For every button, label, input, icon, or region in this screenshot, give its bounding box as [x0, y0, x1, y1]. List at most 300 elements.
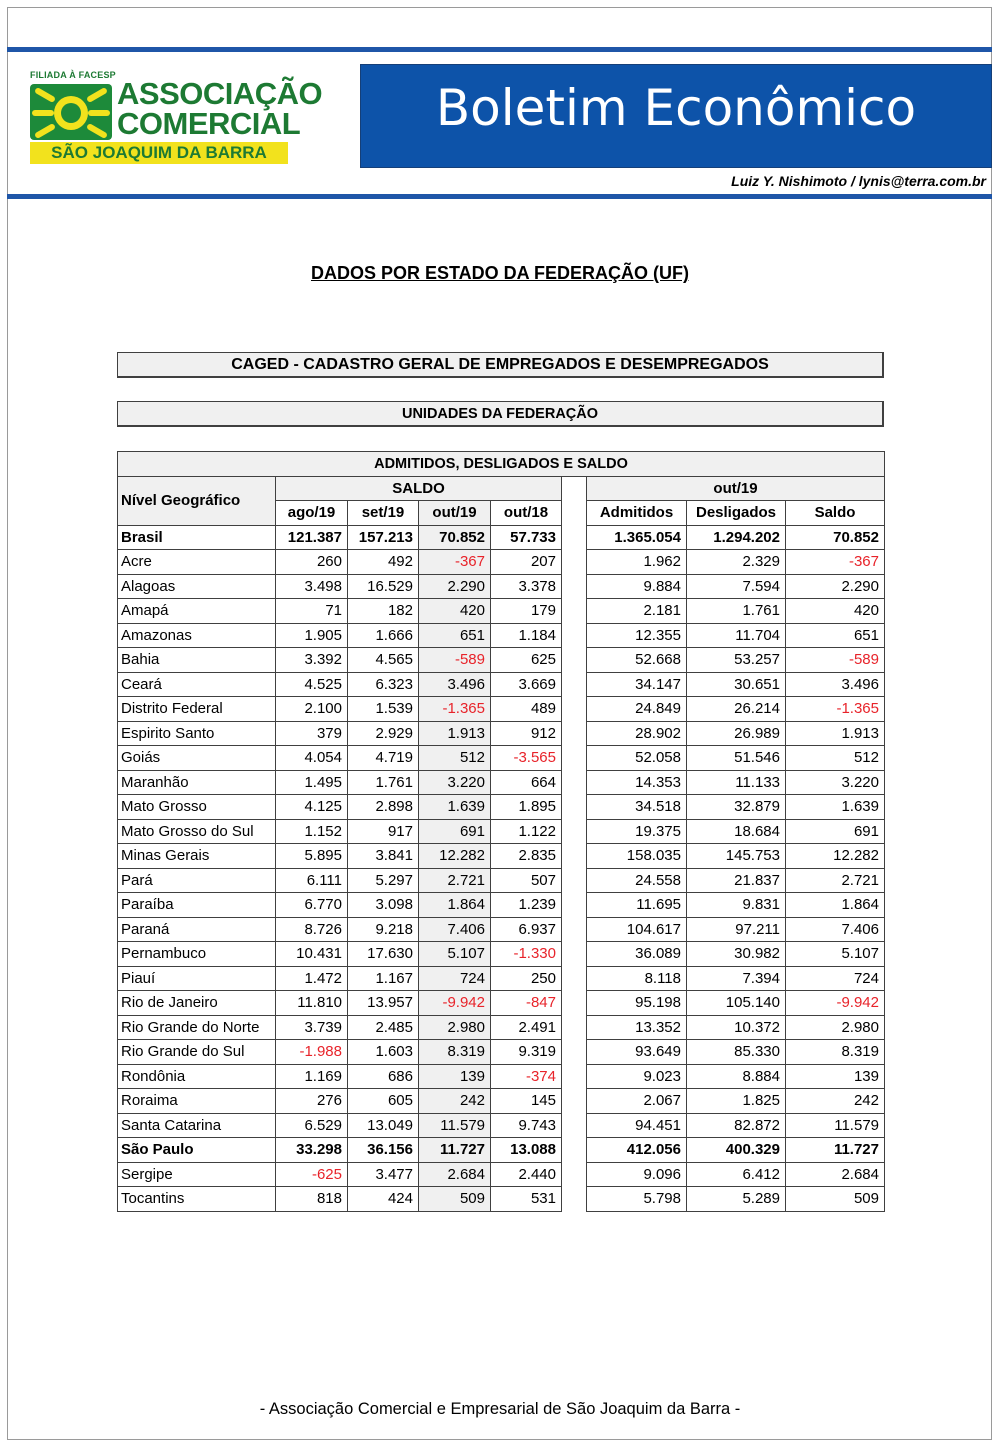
column-gap: [562, 966, 587, 991]
cell-adm: 1.962: [587, 550, 687, 575]
group-header-saldo: SALDO: [276, 476, 562, 501]
cell-out18: 207: [491, 550, 562, 575]
col-header-out18: out/18: [491, 501, 562, 526]
cell-ago19: 33.298: [276, 1138, 348, 1163]
cell-ago19: 4.125: [276, 795, 348, 820]
cell-out18: 1.895: [491, 795, 562, 820]
cell-set19: 1.539: [348, 697, 419, 722]
column-gap: [562, 623, 587, 648]
table-row: [118, 599, 885, 624]
table-body: [118, 452, 885, 1212]
cell-desl: 9.831: [687, 893, 786, 918]
column-gap: [562, 721, 587, 746]
cell-out19: 2.684: [419, 1162, 491, 1187]
column-gap: [562, 917, 587, 942]
cell-out19: 1.913: [419, 721, 491, 746]
column-gap: [562, 550, 587, 575]
cell-set19: 2.929: [348, 721, 419, 746]
table-row: [118, 1162, 885, 1187]
cell-ago19: 4.054: [276, 746, 348, 771]
table-row: [118, 844, 885, 869]
state-name: Sergipe: [118, 1162, 276, 1187]
table-row: [118, 574, 885, 599]
cell-desl: 2.329: [687, 550, 786, 575]
cell-out18: 912: [491, 721, 562, 746]
cell-ago19: 2.100: [276, 697, 348, 722]
cell-ago19: 818: [276, 1187, 348, 1212]
cell-desl: 5.289: [687, 1187, 786, 1212]
column-gap: [562, 746, 587, 771]
cell-out19: 1.864: [419, 893, 491, 918]
cell-desl: 11.133: [687, 770, 786, 795]
cell-saldo: 3.496: [786, 672, 885, 697]
cell-adm: 1.365.054: [587, 525, 687, 550]
column-gap: [562, 1113, 587, 1138]
author-credit: Luiz Y. Nishimoto / lynis@terra.com.br: [731, 173, 986, 189]
cell-saldo: 420: [786, 599, 885, 624]
column-gap: [562, 599, 587, 624]
cell-set19: 424: [348, 1187, 419, 1212]
cell-adm: 14.353: [587, 770, 687, 795]
cell-out18: 507: [491, 868, 562, 893]
cell-saldo: -1.365: [786, 697, 885, 722]
cell-adm: 52.058: [587, 746, 687, 771]
table-row: [118, 819, 885, 844]
col-header-set19: set/19: [348, 501, 419, 526]
cell-out18: 1.122: [491, 819, 562, 844]
cell-ago19: 121.387: [276, 525, 348, 550]
cell-adm: 12.355: [587, 623, 687, 648]
cell-set19: 3.098: [348, 893, 419, 918]
state-name: Maranhão: [118, 770, 276, 795]
cell-saldo: -367: [786, 550, 885, 575]
cell-saldo: 1.639: [786, 795, 885, 820]
state-name: Espirito Santo: [118, 721, 276, 746]
table-row: [118, 672, 885, 697]
cell-saldo: 2.980: [786, 1015, 885, 1040]
cell-desl: 7.394: [687, 966, 786, 991]
cell-set19: 13.957: [348, 991, 419, 1016]
cell-desl: 1.825: [687, 1089, 786, 1114]
column-gap: [562, 991, 587, 1016]
cell-adm: 94.451: [587, 1113, 687, 1138]
cell-adm: 11.695: [587, 893, 687, 918]
cell-ago19: 379: [276, 721, 348, 746]
header-bottom-rule: [7, 194, 992, 199]
column-gap: [562, 795, 587, 820]
state-name: Pernambuco: [118, 942, 276, 967]
column-gap: [562, 1138, 587, 1163]
cell-adm: 412.056: [587, 1138, 687, 1163]
column-gap: [562, 1015, 587, 1040]
table-row: [118, 697, 885, 722]
cell-desl: 1.294.202: [687, 525, 786, 550]
cell-saldo: 724: [786, 966, 885, 991]
state-name: Goiás: [118, 746, 276, 771]
state-name: Tocantins: [118, 1187, 276, 1212]
cell-out19: 11.727: [419, 1138, 491, 1163]
cell-set19: 1.167: [348, 966, 419, 991]
state-name: Distrito Federal: [118, 697, 276, 722]
state-name: Brasil: [118, 525, 276, 550]
state-name: Piauí: [118, 966, 276, 991]
cell-saldo: -589: [786, 648, 885, 673]
logo-word-associacao: ASSOCIAÇÃO: [117, 76, 323, 111]
footer-text: - Associação Comercial e Empresarial de São Joaquim da Barra -: [259, 1400, 741, 1418]
cell-desl: 32.879: [687, 795, 786, 820]
cell-set19: 157.213: [348, 525, 419, 550]
group-header-out19: out/19: [587, 476, 885, 501]
table-row: [118, 1064, 885, 1089]
cell-out19: 509: [419, 1187, 491, 1212]
cell-adm: 2.067: [587, 1089, 687, 1114]
cell-out18: 3.378: [491, 574, 562, 599]
cell-out19: 512: [419, 746, 491, 771]
cell-out19: 1.639: [419, 795, 491, 820]
col-header-desligados: Desligados: [687, 501, 786, 526]
cell-set19: 3.841: [348, 844, 419, 869]
cell-set19: 16.529: [348, 574, 419, 599]
cell-out18: 489: [491, 697, 562, 722]
cell-out19: 5.107: [419, 942, 491, 967]
cell-set19: 13.049: [348, 1113, 419, 1138]
cell-out18: -847: [491, 991, 562, 1016]
cell-ago19: 276: [276, 1089, 348, 1114]
cell-adm: 8.118: [587, 966, 687, 991]
uf-box: [117, 401, 884, 427]
cell-out19: -589: [419, 648, 491, 673]
column-gap: [562, 868, 587, 893]
logo-city: SÃO JOAQUIM DA BARRA: [30, 142, 288, 164]
cell-out18: 145: [491, 1089, 562, 1114]
state-name: Mato Grosso: [118, 795, 276, 820]
cell-ago19: 4.525: [276, 672, 348, 697]
table-row: [118, 991, 885, 1016]
cell-saldo: 2.290: [786, 574, 885, 599]
cell-adm: 52.668: [587, 648, 687, 673]
cell-saldo: -9.942: [786, 991, 885, 1016]
cell-set19: 4.719: [348, 746, 419, 771]
cell-out19: -367: [419, 550, 491, 575]
cell-ago19: 6.529: [276, 1113, 348, 1138]
cell-out19: 691: [419, 819, 491, 844]
cell-out18: 9.319: [491, 1040, 562, 1065]
column-gap: [562, 1064, 587, 1089]
cell-out19: 12.282: [419, 844, 491, 869]
col-header-saldo: Saldo: [786, 501, 885, 526]
cell-out18: -1.330: [491, 942, 562, 967]
cell-set19: 2.898: [348, 795, 419, 820]
uf-box-label: UNIDADES DA FEDERAÇÃO: [401, 406, 599, 422]
cell-adm: 9.096: [587, 1162, 687, 1187]
cell-adm: 5.798: [587, 1187, 687, 1212]
table-row: [118, 893, 885, 918]
logo-filiada-text: FILIADA À FACESP: [30, 70, 116, 80]
cell-desl: 53.257: [687, 648, 786, 673]
cell-out18: 1.239: [491, 893, 562, 918]
cell-out19: 420: [419, 599, 491, 624]
table-row: [118, 1040, 885, 1065]
cell-set19: 492: [348, 550, 419, 575]
cell-saldo: 11.727: [786, 1138, 885, 1163]
cell-out18: 531: [491, 1187, 562, 1212]
column-gap: [562, 574, 587, 599]
cell-ago19: -625: [276, 1162, 348, 1187]
logo-sun-icon: [30, 84, 112, 140]
state-name: Ceará: [118, 672, 276, 697]
cell-out19: 2.290: [419, 574, 491, 599]
state-name: Alagoas: [118, 574, 276, 599]
table-group-header-row: [118, 476, 885, 501]
table-row: [118, 721, 885, 746]
cell-out18: 13.088: [491, 1138, 562, 1163]
cell-ago19: 6.770: [276, 893, 348, 918]
cell-desl: 105.140: [687, 991, 786, 1016]
table-row: [118, 942, 885, 967]
table-top-header-row: [118, 452, 885, 477]
cell-saldo: 139: [786, 1064, 885, 1089]
cell-set19: 17.630: [348, 942, 419, 967]
cell-adm: 93.649: [587, 1040, 687, 1065]
cell-ago19: 1.495: [276, 770, 348, 795]
cell-set19: 3.477: [348, 1162, 419, 1187]
cell-desl: 1.761: [687, 599, 786, 624]
cell-saldo: 1.864: [786, 893, 885, 918]
cell-out19: -1.365: [419, 697, 491, 722]
cell-desl: 30.651: [687, 672, 786, 697]
cell-desl: 8.884: [687, 1064, 786, 1089]
cell-out19: -9.942: [419, 991, 491, 1016]
cell-desl: 85.330: [687, 1040, 786, 1065]
col-header-nivel: Nível Geográfico: [118, 476, 276, 525]
cell-adm: 9.023: [587, 1064, 687, 1089]
cell-out19: 2.721: [419, 868, 491, 893]
cell-out18: 3.669: [491, 672, 562, 697]
cell-adm: 34.518: [587, 795, 687, 820]
cell-desl: 145.753: [687, 844, 786, 869]
cell-ago19: 3.392: [276, 648, 348, 673]
cell-ago19: 11.810: [276, 991, 348, 1016]
cell-saldo: 651: [786, 623, 885, 648]
state-name: Rio de Janeiro: [118, 991, 276, 1016]
cell-ago19: 3.498: [276, 574, 348, 599]
state-name: Amapá: [118, 599, 276, 624]
state-name: Pará: [118, 868, 276, 893]
table-row: [118, 648, 885, 673]
cell-set19: 9.218: [348, 917, 419, 942]
cell-saldo: 8.319: [786, 1040, 885, 1065]
table-row: [118, 795, 885, 820]
cell-set19: 1.603: [348, 1040, 419, 1065]
cell-desl: 26.989: [687, 721, 786, 746]
cell-set19: 4.565: [348, 648, 419, 673]
cell-saldo: 509: [786, 1187, 885, 1212]
cell-out19: 11.579: [419, 1113, 491, 1138]
column-gap: [562, 1187, 587, 1212]
state-name: Paraíba: [118, 893, 276, 918]
cell-adm: 28.902: [587, 721, 687, 746]
table-row: [118, 550, 885, 575]
table-row: [118, 1015, 885, 1040]
cell-saldo: 7.406: [786, 917, 885, 942]
cell-out18: 664: [491, 770, 562, 795]
cell-desl: 26.214: [687, 697, 786, 722]
cell-adm: 2.181: [587, 599, 687, 624]
uf-data-table: [117, 451, 885, 1212]
cell-adm: 158.035: [587, 844, 687, 869]
cell-out19: 724: [419, 966, 491, 991]
column-gap: [562, 1040, 587, 1065]
cell-ago19: -1.988: [276, 1040, 348, 1065]
cell-ago19: 1.472: [276, 966, 348, 991]
table-row: [118, 623, 885, 648]
cell-desl: 400.329: [687, 1138, 786, 1163]
bulletin-banner: [360, 64, 992, 168]
cell-ago19: 8.726: [276, 917, 348, 942]
cell-set19: 1.666: [348, 623, 419, 648]
cell-out18: 179: [491, 599, 562, 624]
table-top-header: ADMITIDOS, DESLIGADOS E SALDO: [118, 452, 885, 477]
column-gap: [562, 1089, 587, 1114]
cell-saldo: 2.684: [786, 1162, 885, 1187]
cell-saldo: 3.220: [786, 770, 885, 795]
cell-adm: 9.884: [587, 574, 687, 599]
caged-box-label: CAGED - CADASTRO GERAL DE EMPREGADOS E DESEMPREGADOS: [231, 356, 769, 373]
table-row: [118, 1187, 885, 1212]
column-gap: [562, 672, 587, 697]
table-row: [118, 868, 885, 893]
state-name: Minas Gerais: [118, 844, 276, 869]
column-gap: [562, 1162, 587, 1187]
cell-out18: 57.733: [491, 525, 562, 550]
col-header-ago19: ago/19: [276, 501, 348, 526]
cell-adm: 36.089: [587, 942, 687, 967]
cell-out19: 242: [419, 1089, 491, 1114]
cell-saldo: 11.579: [786, 1113, 885, 1138]
cell-desl: 30.982: [687, 942, 786, 967]
state-name: Rondônia: [118, 1064, 276, 1089]
state-name: Santa Catarina: [118, 1113, 276, 1138]
state-name: Acre: [118, 550, 276, 575]
cell-desl: 11.704: [687, 623, 786, 648]
cell-out18: 250: [491, 966, 562, 991]
association-logo: [30, 70, 323, 166]
cell-ago19: 1.152: [276, 819, 348, 844]
cell-out18: -374: [491, 1064, 562, 1089]
table-row: [118, 1113, 885, 1138]
logo-word-comercial: COMERCIAL: [117, 106, 301, 141]
cell-set19: 6.323: [348, 672, 419, 697]
caged-box: [117, 352, 884, 378]
state-name: Paraná: [118, 917, 276, 942]
cell-out19: 139: [419, 1064, 491, 1089]
header-top-rule: [7, 47, 992, 52]
column-gap: [562, 525, 587, 550]
cell-ago19: 3.739: [276, 1015, 348, 1040]
cell-set19: 2.485: [348, 1015, 419, 1040]
state-name: Rio Grande do Sul: [118, 1040, 276, 1065]
column-gap: [562, 770, 587, 795]
cell-out18: 2.491: [491, 1015, 562, 1040]
cell-ago19: 260: [276, 550, 348, 575]
col-header-admitidos: Admitidos: [587, 501, 687, 526]
cell-ago19: 1.905: [276, 623, 348, 648]
column-gap: [562, 893, 587, 918]
state-name: Roraima: [118, 1089, 276, 1114]
cell-desl: 10.372: [687, 1015, 786, 1040]
cell-out18: 2.835: [491, 844, 562, 869]
cell-ago19: 6.111: [276, 868, 348, 893]
cell-saldo: 691: [786, 819, 885, 844]
cell-adm: 13.352: [587, 1015, 687, 1040]
state-name: Mato Grosso do Sul: [118, 819, 276, 844]
cell-adm: 95.198: [587, 991, 687, 1016]
cell-set19: 605: [348, 1089, 419, 1114]
cell-set19: 182: [348, 599, 419, 624]
table-row: [118, 770, 885, 795]
cell-adm: 24.558: [587, 868, 687, 893]
cell-adm: 34.147: [587, 672, 687, 697]
cell-ago19: 5.895: [276, 844, 348, 869]
cell-set19: 36.156: [348, 1138, 419, 1163]
column-gap: [562, 844, 587, 869]
state-name: Bahia: [118, 648, 276, 673]
cell-out18: 625: [491, 648, 562, 673]
cell-ago19: 1.169: [276, 1064, 348, 1089]
cell-set19: 686: [348, 1064, 419, 1089]
cell-adm: 19.375: [587, 819, 687, 844]
column-gap: [562, 819, 587, 844]
cell-out18: 2.440: [491, 1162, 562, 1187]
cell-saldo: 70.852: [786, 525, 885, 550]
table-row: [118, 1138, 885, 1163]
col-header-out19: out/19: [419, 501, 491, 526]
cell-set19: 1.761: [348, 770, 419, 795]
cell-saldo: 5.107: [786, 942, 885, 967]
cell-out19: 7.406: [419, 917, 491, 942]
cell-ago19: 10.431: [276, 942, 348, 967]
table-row: [118, 1089, 885, 1114]
table-row: [118, 746, 885, 771]
cell-out19: 651: [419, 623, 491, 648]
state-name: Rio Grande do Norte: [118, 1015, 276, 1040]
cell-saldo: 1.913: [786, 721, 885, 746]
cell-saldo: 512: [786, 746, 885, 771]
column-gap: [562, 697, 587, 722]
cell-out19: 2.980: [419, 1015, 491, 1040]
cell-desl: 6.412: [687, 1162, 786, 1187]
table-row: [118, 525, 885, 550]
cell-out18: -3.565: [491, 746, 562, 771]
cell-adm: 24.849: [587, 697, 687, 722]
cell-out19: 70.852: [419, 525, 491, 550]
table-row: [118, 917, 885, 942]
cell-out18: 1.184: [491, 623, 562, 648]
cell-desl: 18.684: [687, 819, 786, 844]
cell-desl: 21.837: [687, 868, 786, 893]
cell-desl: 7.594: [687, 574, 786, 599]
cell-out18: 9.743: [491, 1113, 562, 1138]
cell-desl: 82.872: [687, 1113, 786, 1138]
table-row: [118, 966, 885, 991]
cell-desl: 51.546: [687, 746, 786, 771]
cell-out18: 6.937: [491, 917, 562, 942]
column-gap: [562, 942, 587, 967]
column-gap: [562, 648, 587, 673]
cell-saldo: 2.721: [786, 868, 885, 893]
cell-out19: 3.496: [419, 672, 491, 697]
cell-ago19: 71: [276, 599, 348, 624]
